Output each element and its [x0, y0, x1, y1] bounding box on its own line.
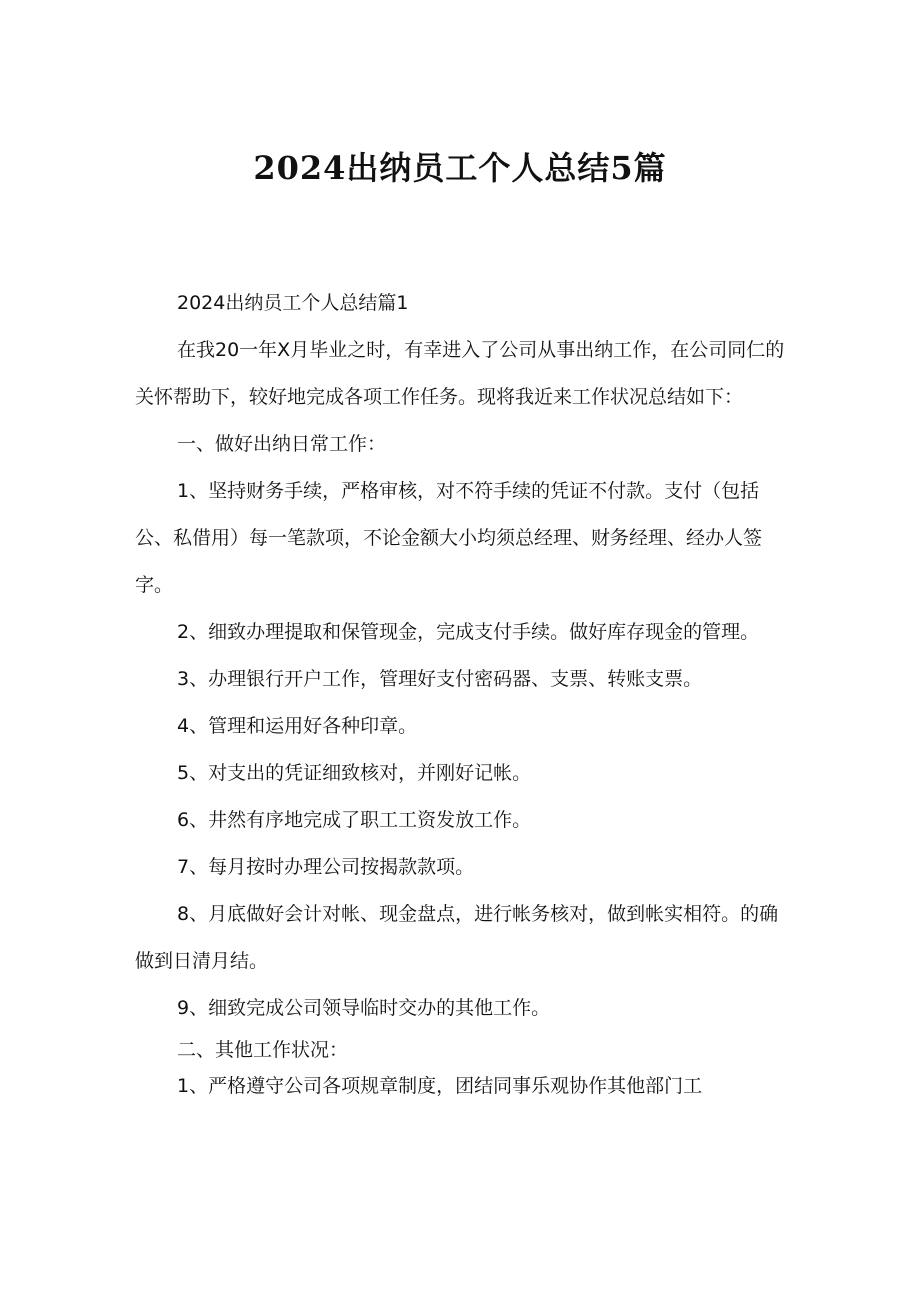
list-item-1: 1、坚持财务手续，严格审核，对不符手续的凭证不付款。支付（包括公、私借用）每一笔款项，不论金额大小均须总经理、财务经理、经办人签字。 [135, 480, 763, 596]
part-one-heading: 一、做好出纳日常工作： [177, 433, 387, 455]
list-item-6: 6、井然有序地完成了职工工资发放工作。 [177, 809, 532, 831]
list-item-3: 3、办理银行开户工作，管理好支付密码器、支票、转账支票。 [177, 668, 703, 690]
part-two-item-1: 1、严格遵守公司各项规章制度，团结同事乐观协作其他部门工 [177, 1075, 703, 1097]
page-title: 2024出纳员工个人总结5篇 [253, 149, 667, 187]
section-heading-1: 2024出纳员工个人总结篇1 [177, 292, 409, 314]
list-item-8: 8、月底做好会计对帐、现金盘点，进行帐务核对，做到帐实相符。的确做到日清月结。 [135, 903, 779, 972]
list-item-2: 2、细致办理提取和保管现金，完成支付手续。做好库存现金的管理。 [177, 621, 760, 643]
list-item-4: 4、管理和运用好各种印章。 [177, 715, 418, 737]
list-item-5: 5、对支出的凭证细致核对，并刚好记帐。 [177, 762, 532, 784]
document-body [135, 280, 790, 1104]
list-item-7: 7、每月按时办理公司按揭款款项。 [177, 856, 475, 878]
part-two-heading: 二、其他工作状况： [177, 1039, 349, 1061]
list-item-9: 9、细致完成公司领导临时交办的其他工作。 [177, 997, 551, 1019]
intro-paragraph: 在我20一年X月毕业之时，有幸进入了公司从事出纳工作，在公司同仁的关怀帮助下，较好地完成各项工作任务。现将我近来工作状况总结如下： [135, 339, 785, 408]
